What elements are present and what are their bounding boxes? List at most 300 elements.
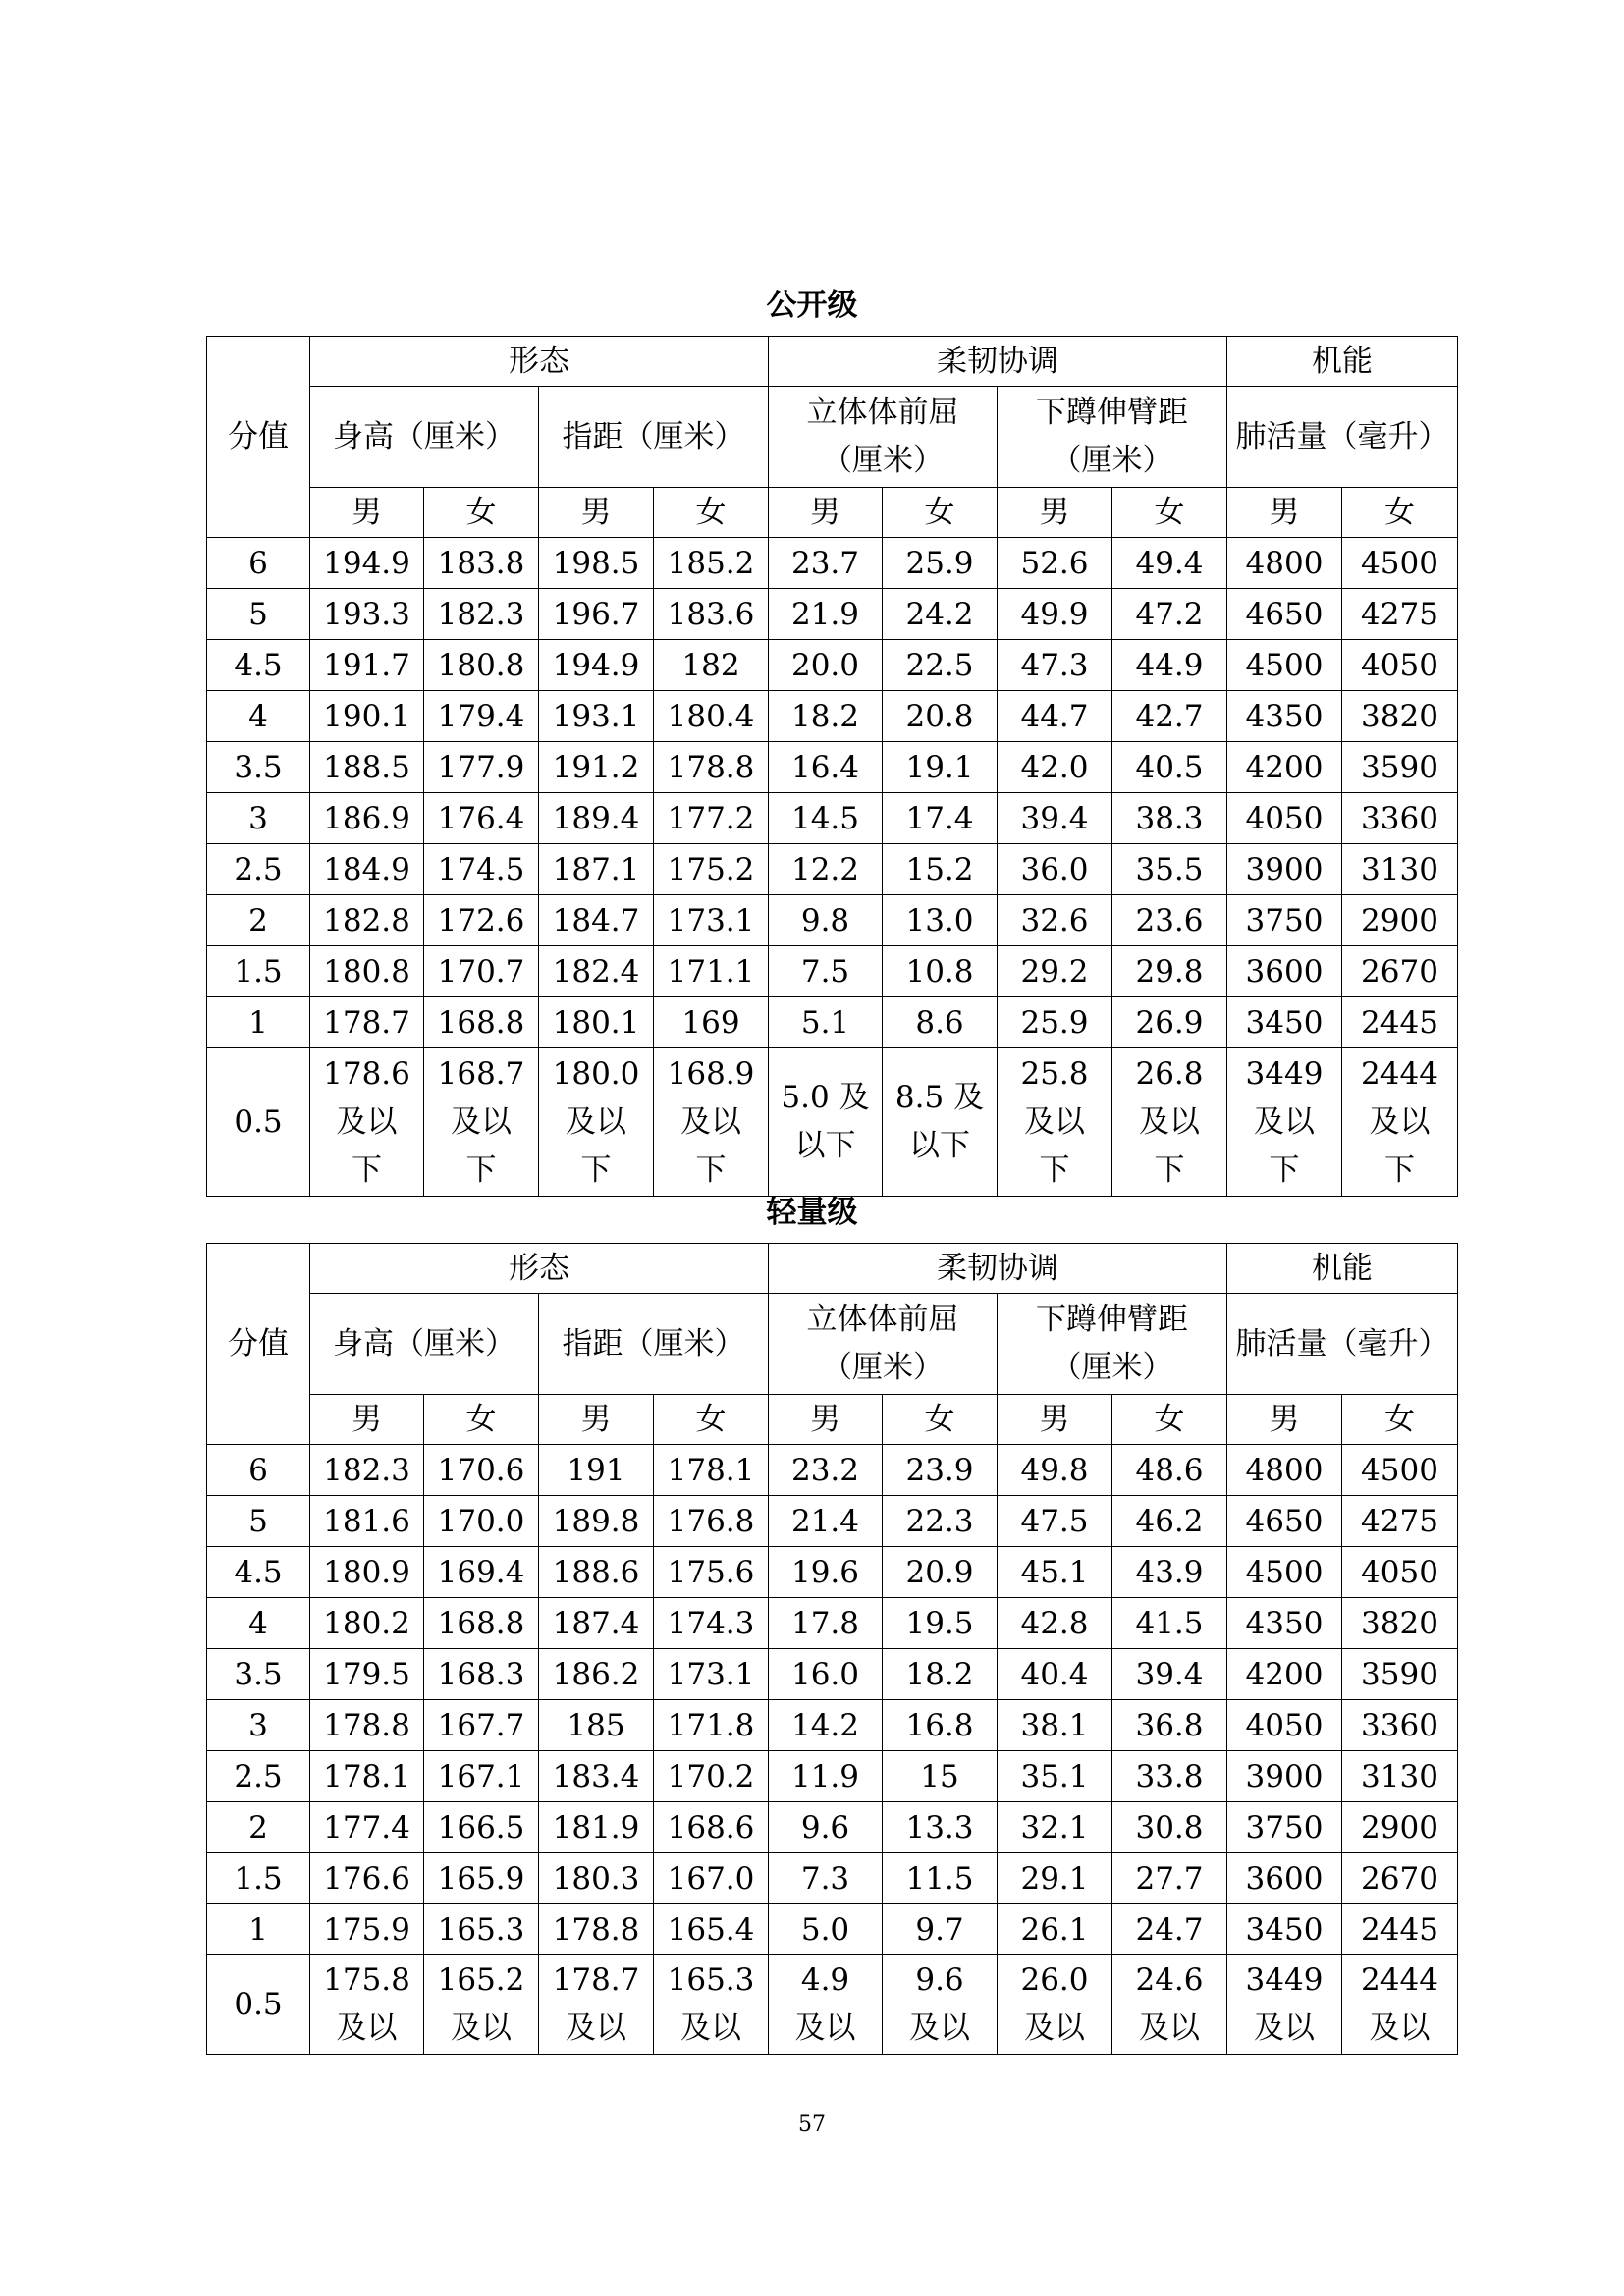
value-cell: 49.9 — [998, 589, 1112, 640]
table-row — [207, 1445, 1458, 1496]
value-cell: 2670 — [1342, 1853, 1458, 1904]
table-row — [207, 589, 1458, 640]
value-line: 下 — [352, 1151, 382, 1188]
value-line: 2444 — [1361, 1962, 1438, 1998]
value-cell: 3450 — [1227, 997, 1342, 1048]
value-cell: 182 — [654, 640, 769, 691]
value-cell — [1227, 1048, 1342, 1197]
score-cell: 1 — [207, 997, 310, 1048]
value-cell: 171.1 — [654, 946, 769, 997]
metric-header-line: 下蹲伸臂距 — [1036, 1302, 1188, 1337]
value-cell: 175.9 — [310, 1904, 424, 1955]
value-cell: 3130 — [1342, 844, 1458, 895]
value-cell: 13.3 — [883, 1802, 998, 1853]
value-cell — [424, 1955, 539, 2055]
value-cell: 168.3 — [424, 1649, 539, 1700]
value-cell: 20.8 — [883, 691, 998, 742]
table-row — [207, 1496, 1458, 1547]
value-line: 3449 — [1245, 1962, 1324, 1998]
value-cell: 173.1 — [654, 895, 769, 946]
value-cell: 3900 — [1227, 1751, 1342, 1802]
value-cell: 186.2 — [539, 1649, 654, 1700]
value-line: 2444 — [1361, 1055, 1438, 1092]
value-cell: 4800 — [1227, 1445, 1342, 1496]
table-row — [207, 997, 1458, 1048]
value-cell: 49.8 — [998, 1445, 1112, 1496]
table-row — [207, 1598, 1458, 1649]
value-cell: 3820 — [1342, 691, 1458, 742]
metric-header — [769, 387, 998, 488]
value-cell: 29.1 — [998, 1853, 1112, 1904]
value-cell: 178.1 — [310, 1751, 424, 1802]
value-line: 及以 — [680, 2010, 741, 2046]
value-line: 26.0 — [1020, 1962, 1089, 1998]
value-cell: 40.4 — [998, 1649, 1112, 1700]
value-cell: 178.1 — [654, 1445, 769, 1496]
value-cell: 46.2 — [1112, 1496, 1227, 1547]
value-line: 168.7 — [437, 1055, 525, 1092]
metric-header-line: 指距（厘米） — [562, 418, 745, 454]
value-cell: 45.1 — [998, 1547, 1112, 1598]
value-cell: 4200 — [1227, 742, 1342, 793]
value-cell: 178.7 — [310, 997, 424, 1048]
value-line: 下 — [1039, 1151, 1070, 1188]
sex-header: 男 — [310, 1395, 424, 1445]
value-cell: 182.3 — [424, 589, 539, 640]
value-cell: 193.3 — [310, 589, 424, 640]
sex-header: 女 — [654, 488, 769, 538]
sex-header: 女 — [424, 488, 539, 538]
value-line: 180.0 — [552, 1055, 640, 1092]
sex-header: 男 — [769, 488, 883, 538]
value-line: 及以 — [566, 2010, 626, 2046]
value-cell: 2670 — [1342, 946, 1458, 997]
value-cell: 42.8 — [998, 1598, 1112, 1649]
value-cell: 193.1 — [539, 691, 654, 742]
value-cell: 3600 — [1227, 1853, 1342, 1904]
value-cell: 22.5 — [883, 640, 998, 691]
value-cell: 24.2 — [883, 589, 998, 640]
metric-header-line: 指距（厘米） — [562, 1325, 745, 1362]
value-line: 及以 — [909, 2010, 970, 2046]
value-cell — [1112, 1048, 1227, 1197]
metric-header-line: 下蹲伸臂距 — [1036, 395, 1188, 430]
value-cell: 7.5 — [769, 946, 883, 997]
value-line: 25.8 — [1020, 1055, 1089, 1092]
value-cell: 23.6 — [1112, 895, 1227, 946]
metric-header-line: 身高（厘米） — [333, 1325, 515, 1362]
score-cell: 4.5 — [207, 1547, 310, 1598]
value-cell: 25.9 — [883, 538, 998, 589]
value-cell: 2900 — [1342, 1802, 1458, 1853]
value-cell: 43.9 — [1112, 1547, 1227, 1598]
value-cell: 186.9 — [310, 793, 424, 844]
value-cell: 180.9 — [310, 1547, 424, 1598]
sex-header: 女 — [654, 1395, 769, 1445]
score-cell: 2.5 — [207, 1751, 310, 1802]
metric-header — [539, 387, 769, 488]
value-cell: 23.2 — [769, 1445, 883, 1496]
value-cell: 185.2 — [654, 538, 769, 589]
value-cell: 4050 — [1342, 640, 1458, 691]
value-cell: 177.2 — [654, 793, 769, 844]
value-cell: 39.4 — [1112, 1649, 1227, 1700]
value-cell: 3360 — [1342, 793, 1458, 844]
value-cell: 47.5 — [998, 1496, 1112, 1547]
value-cell: 49.4 — [1112, 538, 1227, 589]
value-line: 9.6 — [915, 1962, 964, 1998]
value-cell: 194.9 — [539, 640, 654, 691]
value-cell: 187.1 — [539, 844, 654, 895]
value-cell: 21.4 — [769, 1496, 883, 1547]
value-cell: 35.1 — [998, 1751, 1112, 1802]
metric-header-line: 肺活量（毫升） — [1235, 1325, 1449, 1362]
table-row-last — [207, 1048, 1458, 1197]
value-cell: 26.1 — [998, 1904, 1112, 1955]
value-cell: 191.2 — [539, 742, 654, 793]
value-cell: 3590 — [1342, 1649, 1458, 1700]
value-cell: 3130 — [1342, 1751, 1458, 1802]
value-cell: 188.6 — [539, 1547, 654, 1598]
metric-header — [998, 1294, 1227, 1395]
group-header-flexibility: 柔韧协调 — [769, 1244, 1227, 1294]
group-header-function: 机能 — [1227, 337, 1458, 387]
section-title-open: 公开级 — [766, 288, 858, 323]
metric-header — [310, 387, 539, 488]
value-cell: 176.8 — [654, 1496, 769, 1547]
value-cell: 5.1 — [769, 997, 883, 1048]
value-line: 178.7 — [552, 1962, 640, 1998]
value-cell: 36.8 — [1112, 1700, 1227, 1751]
metric-header-line: 肺活量（毫升） — [1235, 418, 1449, 454]
sex-header: 女 — [424, 1395, 539, 1445]
value-cell: 4350 — [1227, 691, 1342, 742]
value-cell: 40.5 — [1112, 742, 1227, 793]
value-cell: 10.8 — [883, 946, 998, 997]
value-line: 178.6 — [323, 1055, 410, 1092]
value-cell — [998, 1955, 1112, 2055]
score-cell: 6 — [207, 1445, 310, 1496]
sex-header: 女 — [1112, 488, 1227, 538]
score-cell: 4 — [207, 691, 310, 742]
value-cell: 170.7 — [424, 946, 539, 997]
sex-header: 男 — [539, 1395, 654, 1445]
value-cell: 188.5 — [310, 742, 424, 793]
value-cell: 174.5 — [424, 844, 539, 895]
group-header-morphology: 形态 — [310, 1244, 769, 1294]
value-line: 及以 — [680, 1103, 741, 1140]
value-line: 及以 — [1024, 1103, 1085, 1140]
value-cell — [1112, 1955, 1227, 2055]
value-cell: 18.2 — [883, 1649, 998, 1700]
value-line: 及以 — [336, 2010, 398, 2046]
metric-header — [310, 1294, 539, 1395]
sex-header: 男 — [998, 488, 1112, 538]
value-cell: 170.0 — [424, 1496, 539, 1547]
value-cell: 3590 — [1342, 742, 1458, 793]
value-cell: 47.2 — [1112, 589, 1227, 640]
value-line: 26.8 — [1135, 1055, 1204, 1092]
value-cell: 178.8 — [310, 1700, 424, 1751]
value-line: 5.0 及 — [781, 1080, 870, 1115]
value-cell: 27.7 — [1112, 1853, 1227, 1904]
value-cell: 183.6 — [654, 589, 769, 640]
value-cell: 2445 — [1342, 1904, 1458, 1955]
value-cell: 4800 — [1227, 538, 1342, 589]
table-row — [207, 946, 1458, 997]
score-cell: 3 — [207, 793, 310, 844]
value-cell: 170.6 — [424, 1445, 539, 1496]
value-cell: 23.7 — [769, 538, 883, 589]
value-cell — [310, 1048, 424, 1197]
value-cell: 38.1 — [998, 1700, 1112, 1751]
value-cell: 178.8 — [654, 742, 769, 793]
sex-header: 男 — [769, 1395, 883, 1445]
value-cell: 168.8 — [424, 997, 539, 1048]
value-line: 175.8 — [323, 1962, 410, 1998]
value-cell: 3820 — [1342, 1598, 1458, 1649]
value-cell: 13.0 — [883, 895, 998, 946]
value-cell: 4650 — [1227, 1496, 1342, 1547]
value-cell: 52.6 — [998, 538, 1112, 589]
value-cell: 178.8 — [539, 1904, 654, 1955]
value-line: 8.5 及 — [894, 1080, 985, 1115]
score-cell: 2.5 — [207, 844, 310, 895]
value-line: 24.6 — [1135, 1962, 1204, 1998]
value-line: 及以 — [794, 2010, 856, 2046]
score-cell: 1.5 — [207, 946, 310, 997]
table-row — [207, 1649, 1458, 1700]
value-cell: 194.9 — [310, 538, 424, 589]
value-cell: 19.6 — [769, 1547, 883, 1598]
value-cell: 166.5 — [424, 1802, 539, 1853]
value-cell: 16.0 — [769, 1649, 883, 1700]
value-cell — [883, 1955, 998, 2055]
value-cell: 7.3 — [769, 1853, 883, 1904]
value-cell: 4200 — [1227, 1649, 1342, 1700]
score-cell: 0.5 — [207, 1955, 310, 2055]
value-cell: 181.9 — [539, 1802, 654, 1853]
value-cell — [1342, 1048, 1458, 1197]
value-cell: 167.1 — [424, 1751, 539, 1802]
value-cell: 180.8 — [424, 640, 539, 691]
value-cell: 4050 — [1227, 1700, 1342, 1751]
value-cell: 165.4 — [654, 1904, 769, 1955]
value-cell: 4350 — [1227, 1598, 1342, 1649]
value-cell: 168.8 — [424, 1598, 539, 1649]
metric-header-line: 立体体前屈 — [806, 1302, 959, 1337]
table-row — [207, 793, 1458, 844]
value-cell: 19.1 — [883, 742, 998, 793]
value-cell: 23.9 — [883, 1445, 998, 1496]
value-cell — [1227, 1955, 1342, 2055]
value-cell: 16.8 — [883, 1700, 998, 1751]
group-header-function: 机能 — [1227, 1244, 1458, 1294]
value-cell: 180.1 — [539, 997, 654, 1048]
value-cell: 171.8 — [654, 1700, 769, 1751]
metric-header — [1227, 1294, 1458, 1395]
value-cell: 29.2 — [998, 946, 1112, 997]
value-line: 及以 — [451, 1103, 512, 1140]
value-cell: 169.4 — [424, 1547, 539, 1598]
group-header-morphology: 形态 — [310, 337, 769, 387]
score-cell: 4 — [207, 1598, 310, 1649]
value-cell: 191.7 — [310, 640, 424, 691]
value-cell: 180.4 — [654, 691, 769, 742]
value-cell: 3600 — [1227, 946, 1342, 997]
value-cell: 187.4 — [539, 1598, 654, 1649]
score-cell: 5 — [207, 1496, 310, 1547]
value-cell: 9.7 — [883, 1904, 998, 1955]
value-cell: 9.8 — [769, 895, 883, 946]
value-line: 4.9 — [800, 1962, 850, 1998]
table-row — [207, 1700, 1458, 1751]
value-cell: 179.4 — [424, 691, 539, 742]
value-cell: 48.6 — [1112, 1445, 1227, 1496]
value-cell: 167.7 — [424, 1700, 539, 1751]
value-cell: 3750 — [1227, 1802, 1342, 1853]
value-cell: 172.6 — [424, 895, 539, 946]
value-line: 下 — [580, 1151, 612, 1188]
value-cell: 198.5 — [539, 538, 654, 589]
value-cell: 176.6 — [310, 1853, 424, 1904]
value-line: 165.2 — [437, 1962, 525, 1998]
value-cell — [769, 1955, 883, 2055]
value-cell: 42.0 — [998, 742, 1112, 793]
score-cell: 2 — [207, 895, 310, 946]
score-header: 分值 — [207, 1244, 310, 1445]
value-cell: 3900 — [1227, 844, 1342, 895]
value-cell: 180.3 — [539, 1853, 654, 1904]
value-cell: 180.2 — [310, 1598, 424, 1649]
value-cell: 35.5 — [1112, 844, 1227, 895]
value-line: 下 — [1154, 1151, 1185, 1188]
section-title-light: 轻量级 — [766, 1195, 858, 1230]
value-cell: 191 — [539, 1445, 654, 1496]
value-line: 下 — [695, 1151, 727, 1188]
metric-header-line: （厘米） — [1051, 443, 1173, 478]
value-cell: 4650 — [1227, 589, 1342, 640]
value-line: 下 — [1384, 1151, 1415, 1188]
metric-header — [769, 1294, 998, 1395]
sex-header: 女 — [883, 488, 998, 538]
value-cell: 38.3 — [1112, 793, 1227, 844]
table-row — [207, 538, 1458, 589]
value-cell: 12.2 — [769, 844, 883, 895]
value-cell: 3450 — [1227, 1904, 1342, 1955]
value-cell: 4275 — [1342, 1496, 1458, 1547]
value-cell: 18.2 — [769, 691, 883, 742]
value-line: 下 — [1269, 1151, 1300, 1188]
value-line: 及以 — [1024, 2010, 1085, 2046]
table-row — [207, 895, 1458, 946]
value-cell: 189.8 — [539, 1496, 654, 1547]
value-cell: 180.8 — [310, 946, 424, 997]
value-cell: 39.4 — [998, 793, 1112, 844]
value-cell: 32.1 — [998, 1802, 1112, 1853]
value-cell — [654, 1048, 769, 1197]
value-cell: 20.0 — [769, 640, 883, 691]
score-cell: 1.5 — [207, 1853, 310, 1904]
metric-header — [539, 1294, 769, 1395]
value-cell — [424, 1048, 539, 1197]
value-cell: 185 — [539, 1700, 654, 1751]
value-cell: 2900 — [1342, 895, 1458, 946]
value-cell: 2445 — [1342, 997, 1458, 1048]
value-line: 3449 — [1245, 1055, 1324, 1092]
value-cell: 168.6 — [654, 1802, 769, 1853]
value-cell: 4275 — [1342, 589, 1458, 640]
metric-header-line: （厘米） — [1051, 1350, 1173, 1385]
value-cell — [883, 1048, 998, 1197]
value-cell: 24.7 — [1112, 1904, 1227, 1955]
table-row — [207, 1853, 1458, 1904]
score-header: 分值 — [207, 337, 310, 538]
value-cell: 181.6 — [310, 1496, 424, 1547]
value-line: 及以 — [1369, 2010, 1431, 2046]
sex-header: 男 — [1227, 1395, 1342, 1445]
value-line: 及以 — [1139, 1103, 1200, 1140]
table-row — [207, 1547, 1458, 1598]
value-cell: 15.2 — [883, 844, 998, 895]
score-cell: 1 — [207, 1904, 310, 1955]
value-cell: 47.3 — [998, 640, 1112, 691]
value-cell: 182.3 — [310, 1445, 424, 1496]
score-table-light — [206, 1243, 1458, 2055]
value-cell: 25.9 — [998, 997, 1112, 1048]
value-cell: 19.5 — [883, 1598, 998, 1649]
value-line: 及以 — [1369, 1103, 1431, 1140]
value-cell: 29.8 — [1112, 946, 1227, 997]
value-cell: 14.2 — [769, 1700, 883, 1751]
value-cell — [539, 1955, 654, 2055]
value-cell — [539, 1048, 654, 1197]
value-cell — [769, 1048, 883, 1197]
metric-header-line: 立体体前屈 — [806, 395, 959, 430]
group-header-flexibility: 柔韧协调 — [769, 337, 1227, 387]
value-cell — [654, 1955, 769, 2055]
value-cell: 20.9 — [883, 1547, 998, 1598]
value-cell: 182.4 — [539, 946, 654, 997]
value-line: 及以 — [1139, 2010, 1200, 2046]
value-cell: 4500 — [1227, 1547, 1342, 1598]
table-row — [207, 640, 1458, 691]
value-cell — [1342, 1955, 1458, 2055]
score-cell: 3 — [207, 1700, 310, 1751]
metric-header-line: （厘米） — [822, 1350, 944, 1385]
value-cell: 21.9 — [769, 589, 883, 640]
score-cell: 3.5 — [207, 742, 310, 793]
value-line: 以下 — [794, 1128, 856, 1163]
score-cell: 5 — [207, 589, 310, 640]
value-cell: 184.9 — [310, 844, 424, 895]
value-cell: 15 — [883, 1751, 998, 1802]
value-cell: 17.8 — [769, 1598, 883, 1649]
sex-header: 女 — [1342, 1395, 1458, 1445]
page-number: 57 — [798, 2112, 826, 2137]
score-cell: 6 — [207, 538, 310, 589]
table-row — [207, 742, 1458, 793]
score-cell: 3.5 — [207, 1649, 310, 1700]
value-cell: 177.4 — [310, 1802, 424, 1853]
value-cell: 165.9 — [424, 1853, 539, 1904]
value-cell: 183.4 — [539, 1751, 654, 1802]
value-cell: 42.7 — [1112, 691, 1227, 742]
score-cell: 0.5 — [207, 1048, 310, 1197]
value-cell: 184.7 — [539, 895, 654, 946]
value-cell: 182.8 — [310, 895, 424, 946]
metric-header — [998, 387, 1227, 488]
